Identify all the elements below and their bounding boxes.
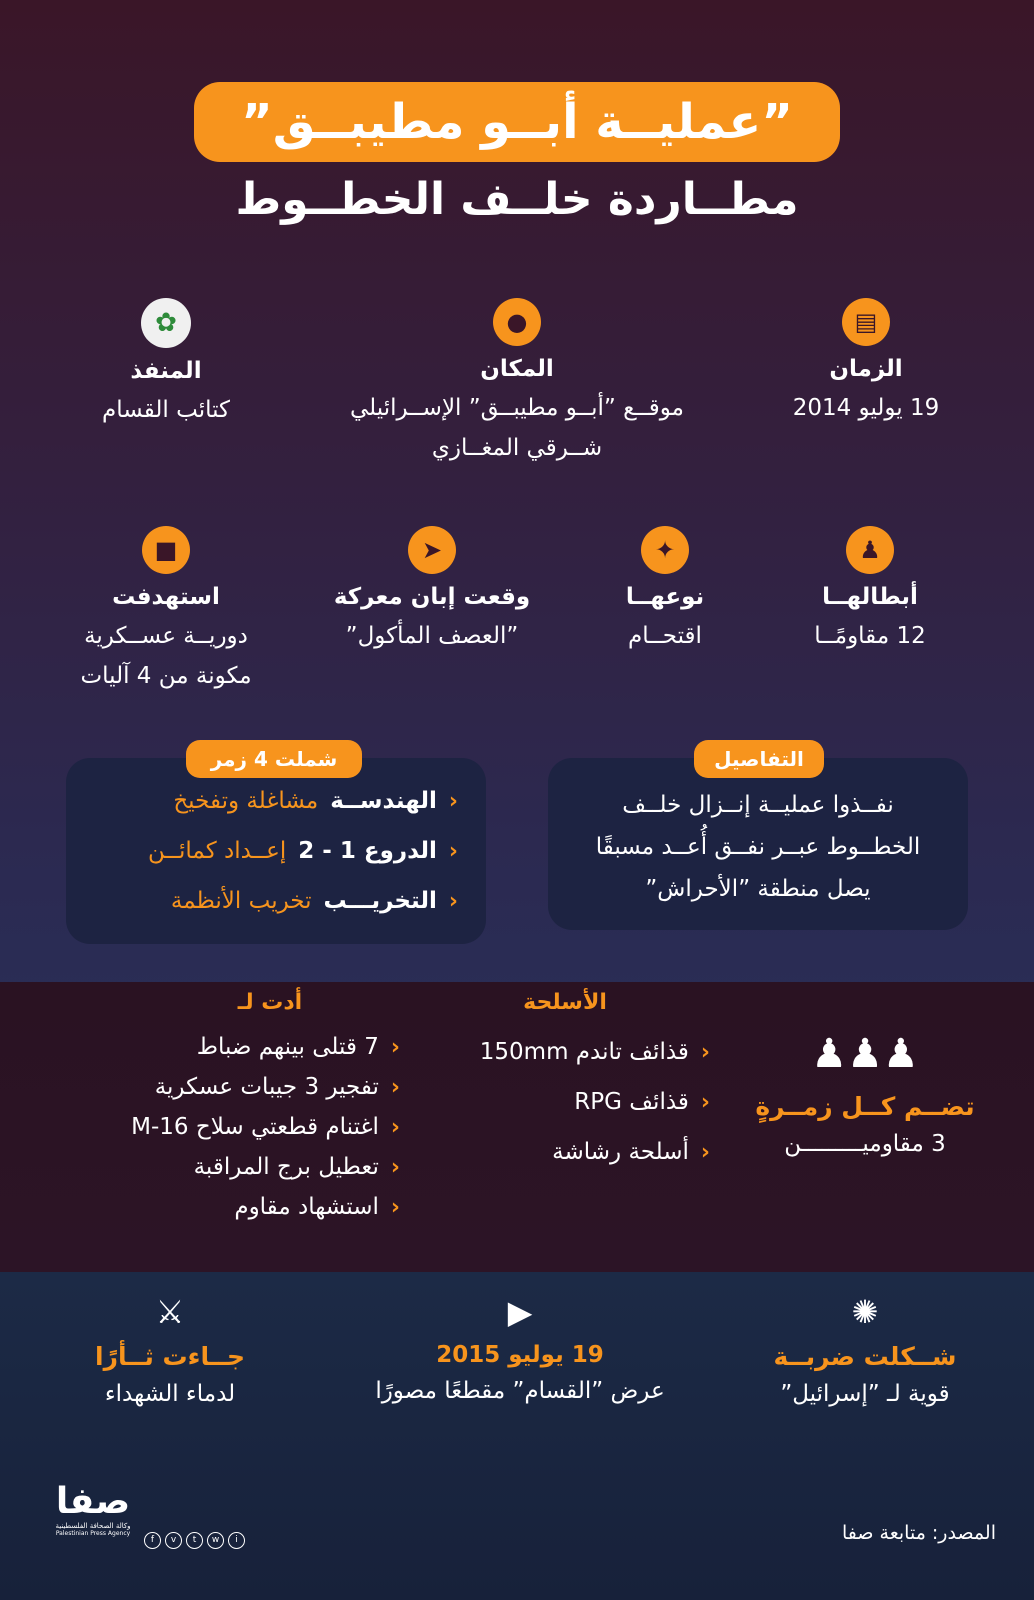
info-heroes — [780, 526, 960, 656]
fighters-icon: ♟ — [846, 526, 894, 574]
whatsapp-icon[interactable]: w — [207, 1532, 224, 1549]
map-pin-icon: ● — [493, 298, 541, 346]
weapons-title: الأسلحة — [523, 990, 607, 1015]
info-value: 19 يوليو 2014 — [792, 395, 940, 421]
bottom-value: قوية لـ ”إسرائيل” — [780, 1381, 950, 1407]
group-row — [94, 776, 458, 826]
groups-tag: شملت 4 زمر — [186, 740, 362, 778]
details-line: نفــذوا عمليــة إنــزال خلــف — [622, 792, 894, 818]
group-name: الدروع 1 - 2 — [298, 838, 437, 864]
weapons-block — [420, 990, 710, 1177]
result-item: استشهاد مقاوم — [234, 1194, 379, 1220]
info-target — [56, 526, 276, 696]
qassam-logo-icon: ✿ — [141, 298, 191, 348]
results-block — [60, 990, 400, 1227]
info-place — [290, 298, 744, 468]
chevron-left-icon: ‹ — [390, 1074, 400, 1100]
info-label: أبطالهــا — [822, 584, 918, 610]
info-value: ”العصف المأكول” — [345, 623, 519, 649]
info-value: اقتحــام — [628, 623, 702, 649]
title-banner — [194, 82, 840, 162]
info-battle — [312, 526, 552, 656]
info-label: المكان — [480, 356, 554, 382]
chevron-left-icon: ‹ — [700, 1089, 710, 1115]
info-label: استهدفت — [112, 584, 220, 610]
logo-text: صفا — [55, 1481, 131, 1522]
results-title: أدت لـ — [237, 990, 303, 1015]
chevron-left-icon: ‹ — [390, 1034, 400, 1060]
bottom-revenge — [60, 1293, 280, 1407]
group-task: مشاغلة وتفخيخ — [173, 788, 319, 814]
squad-value: 3 مقاوميـــــــــن — [784, 1131, 946, 1157]
bottom-section — [0, 1272, 1034, 1600]
info-label: الزمان — [829, 356, 903, 382]
chevron-left-icon: ‹ — [448, 838, 458, 864]
group-task: إعــداد كمائــن — [148, 838, 287, 864]
result-row — [60, 1187, 400, 1227]
bottom-title: جــاءت ثــأرًا — [95, 1342, 245, 1371]
group-name: الهندســة — [330, 788, 437, 814]
result-row — [60, 1067, 400, 1107]
chevron-left-icon: ‹ — [390, 1194, 400, 1220]
bottom-value: لدماء الشهداء — [104, 1381, 236, 1407]
details-band — [0, 982, 1034, 1272]
chevron-left-icon: ‹ — [700, 1139, 710, 1165]
result-item: تعطيل برج المراقبة — [193, 1154, 379, 1180]
info-label: المنفذ — [130, 358, 202, 384]
weapon-row — [420, 1127, 710, 1177]
page-title: ”عمليــة أبــو مطيبــق” — [241, 94, 793, 150]
rifle-icon: ✦ — [641, 526, 689, 574]
telegram-icon[interactable]: v — [165, 1532, 182, 1549]
group-row — [94, 826, 458, 876]
page-subtitle: مطــاردة خلــف الخطــوط — [235, 174, 799, 225]
weapon-item: قذائف تاندم 150mm — [479, 1039, 689, 1065]
weapon-row — [420, 1077, 710, 1127]
soldiers-icon: ♟♟♟ — [811, 1031, 919, 1077]
bottom-value: عرض ”القسام” مقطعًا مصورًا — [375, 1378, 665, 1404]
logo-sub-en: Palestinian Press Agency — [55, 1530, 131, 1538]
info-executor — [66, 298, 266, 430]
source-text: المصدر: متابعة صفا — [841, 1522, 996, 1544]
details-box — [548, 758, 968, 930]
video-icon: ▶ — [507, 1293, 533, 1331]
chevron-left-icon: ‹ — [700, 1039, 710, 1065]
info-value: شــرقي المغــازي — [431, 435, 603, 461]
group-task: تخريب الأنظمة — [170, 888, 312, 914]
weapon-row — [420, 1027, 710, 1077]
safa-logo — [48, 1481, 138, 1538]
bottom-impact — [750, 1293, 980, 1407]
groups-box — [66, 758, 486, 944]
facebook-icon[interactable]: f — [144, 1532, 161, 1549]
result-item: اغتنام قطعتي سلاح M-16 — [131, 1114, 379, 1140]
explosion-icon: ✺ — [851, 1293, 879, 1331]
info-value: موقــع ”أبــو مطيبــق” الإســرائيلي — [349, 395, 685, 421]
info-value: مكونة من 4 آليات — [80, 663, 252, 689]
calendar-icon: ▤ — [842, 298, 890, 346]
chevron-left-icon: ‹ — [448, 888, 458, 914]
details-line: الخطــوط عبــر نفــق أُعــد مسبقًا — [595, 834, 921, 860]
info-label: وقعت إبان معركة — [333, 584, 531, 610]
weapon-item: أسلحة رشاشة — [552, 1139, 689, 1165]
result-row — [60, 1107, 400, 1147]
chevron-left-icon: ‹ — [390, 1114, 400, 1140]
result-item: تفجير 3 جيبات عسكرية — [154, 1074, 379, 1100]
social-links — [144, 1532, 245, 1549]
instagram-icon[interactable]: i — [228, 1532, 245, 1549]
result-item: 7 قتلى بينهم ضباط — [196, 1034, 379, 1060]
squad-block — [740, 1031, 990, 1157]
result-row — [60, 1147, 400, 1187]
info-label: نوعهــا — [625, 584, 705, 610]
truck-icon: ■ — [142, 526, 190, 574]
group-name: التخريـــب — [323, 888, 437, 914]
details-tag: التفاصيل — [694, 740, 824, 778]
chevron-left-icon: ‹ — [390, 1154, 400, 1180]
info-time — [766, 298, 966, 428]
rockets-icon: ➤ — [408, 526, 456, 574]
logo-sub-ar: وكالة الصحافة الفلسطينية — [55, 1522, 131, 1530]
bottom-video — [330, 1293, 710, 1404]
info-type — [590, 526, 740, 656]
bottom-title: 19 يوليو 2015 — [436, 1342, 604, 1368]
result-row — [60, 1027, 400, 1067]
bottom-title: شــكلت ضربــة — [773, 1342, 957, 1371]
info-value: 12 مقاومًــا — [814, 623, 926, 649]
info-value: كتائب القسام — [102, 397, 230, 423]
squad-title: تضــم كــل زمــرةٍ — [755, 1092, 975, 1121]
weapon-item: قذائف RPG — [574, 1089, 689, 1115]
group-row — [94, 876, 458, 926]
twitter-icon[interactable]: t — [186, 1532, 203, 1549]
details-line: يصل منطقة ”الأحراش” — [645, 876, 871, 902]
weapon-icon: ⚔ — [155, 1293, 185, 1331]
info-value: دوريــة عســكرية — [84, 623, 248, 649]
chevron-left-icon: ‹ — [448, 788, 458, 814]
